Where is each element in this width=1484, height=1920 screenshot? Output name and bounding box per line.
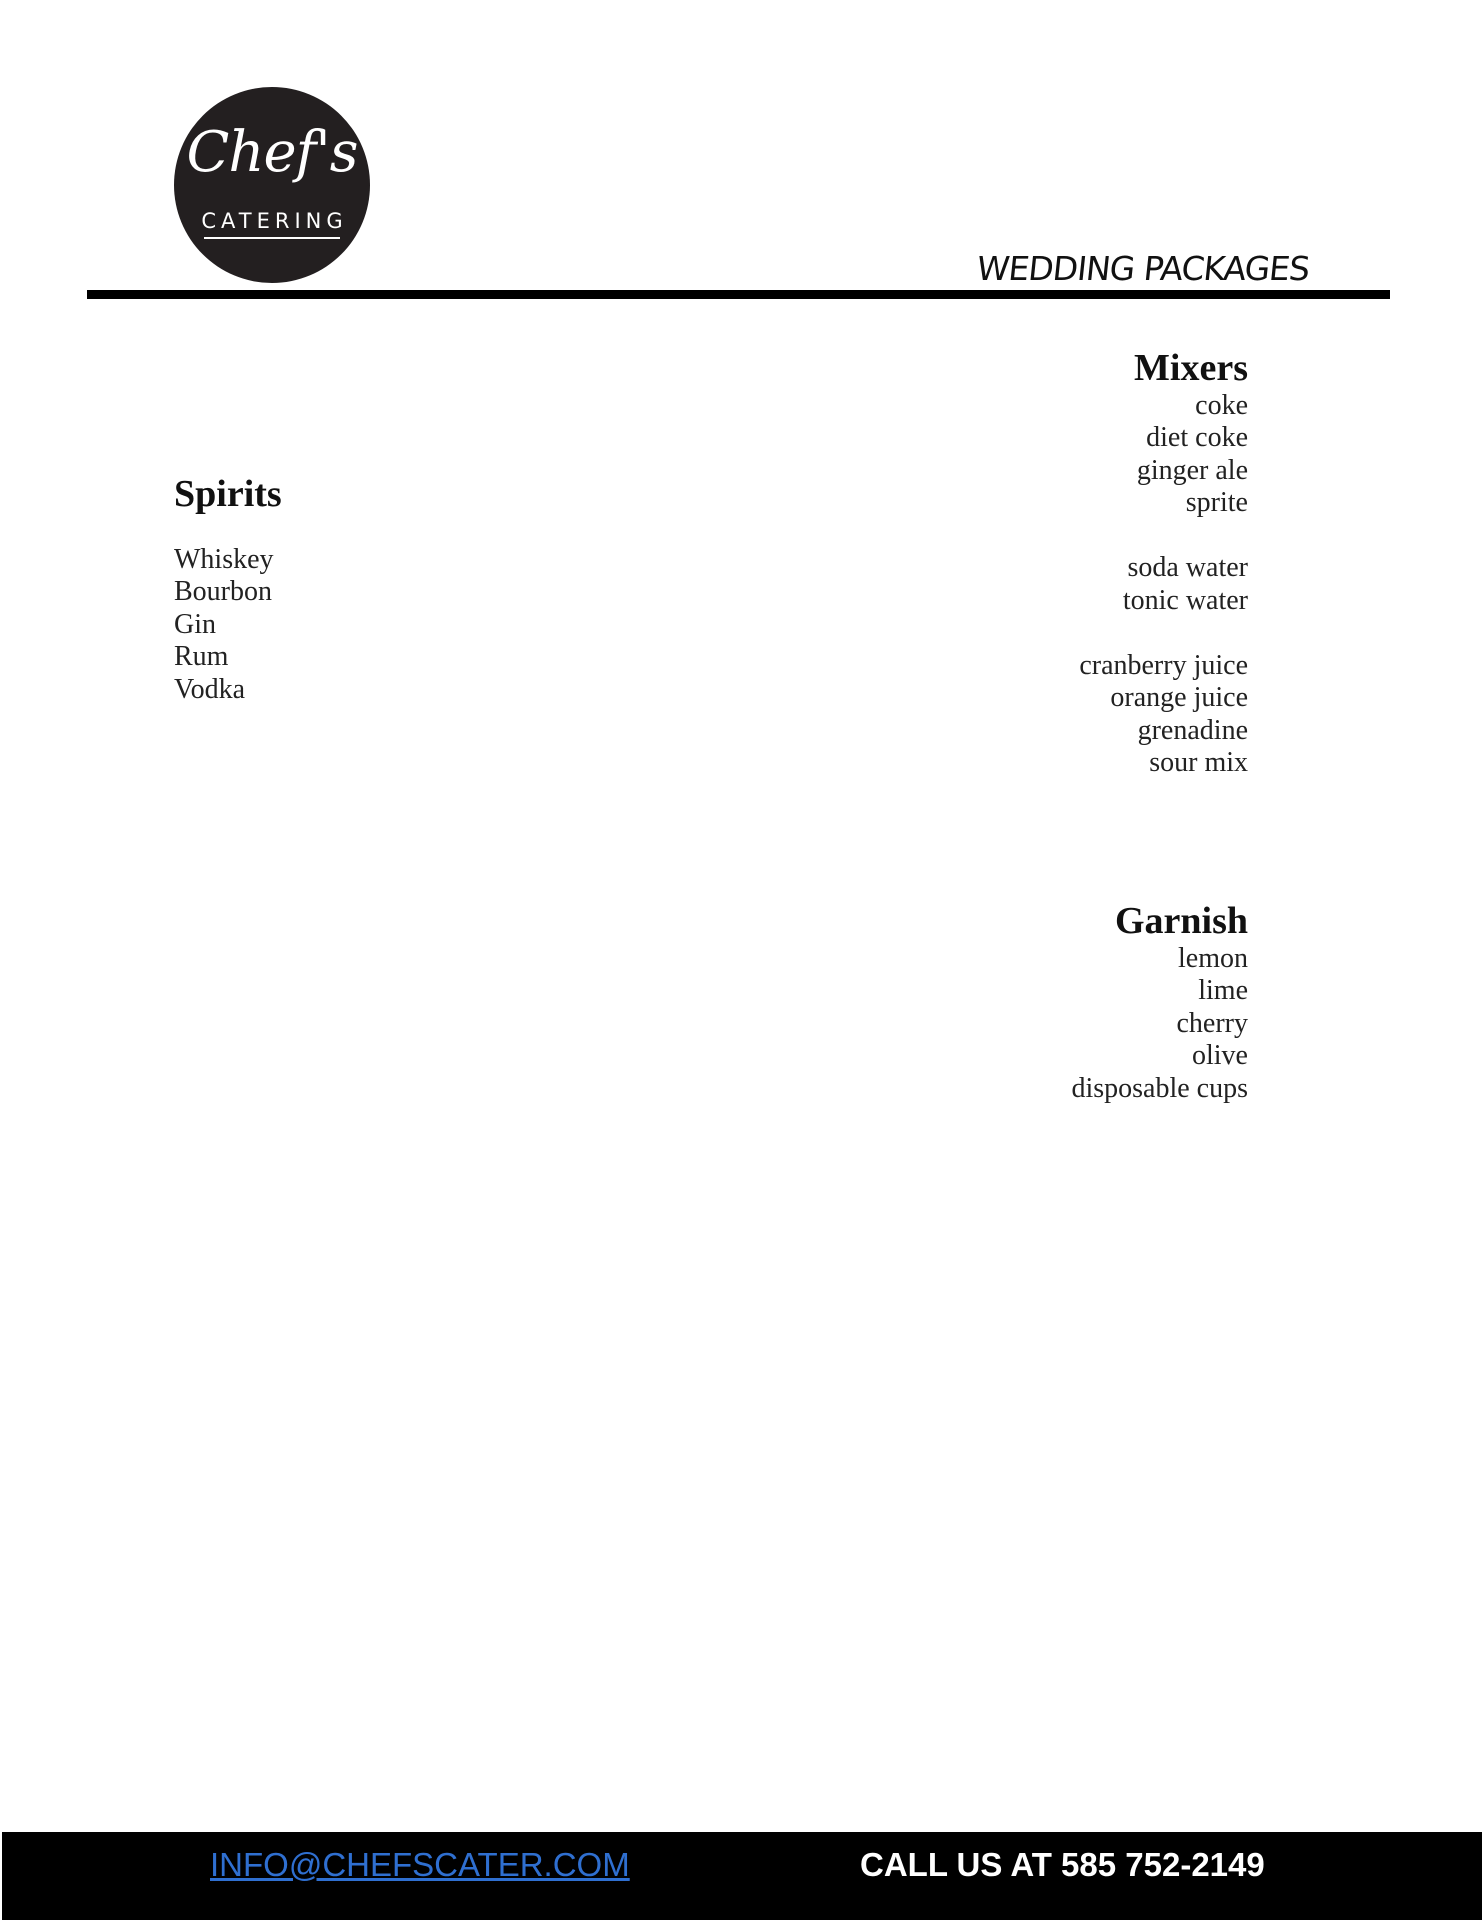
page-title: WEDDING PACKAGES <box>974 249 1312 288</box>
chefs-catering-logo <box>174 87 370 283</box>
logo-underline <box>204 237 340 239</box>
phone-text: CALL US AT 585 752-2149 <box>860 1846 1265 1883</box>
list-item: orange juice <box>1110 682 1248 714</box>
mixers-heading: Mixers <box>1134 347 1248 389</box>
list-item: cherry <box>1176 1007 1248 1039</box>
list-item: soda water <box>1127 552 1248 584</box>
list-item: sprite <box>1185 487 1248 519</box>
list-item: lemon <box>1178 942 1248 974</box>
list-item: tonic water <box>1122 584 1248 616</box>
list-item: cranberry juice <box>1079 649 1248 681</box>
spirits-list <box>174 544 282 707</box>
list-item: lime <box>1198 975 1248 1007</box>
footer-bar <box>2 1832 1482 1920</box>
mixers-list <box>1079 390 1248 780</box>
garnish-list <box>1071 943 1248 1106</box>
garnish-section <box>1071 901 1248 1105</box>
spirits-section <box>174 474 282 706</box>
email-link[interactable]: INFO@CHEFSCATER.COM <box>210 1846 630 1883</box>
logo-sub-text: CATERING <box>201 209 348 233</box>
list-item: grenadine <box>1137 714 1248 746</box>
list-item: coke <box>1195 389 1248 421</box>
list-item: disposable cups <box>1071 1072 1248 1104</box>
list-item: Gin <box>174 608 216 640</box>
garnish-heading: Garnish <box>1114 900 1248 942</box>
list-item: diet coke <box>1146 422 1248 454</box>
mixers-section <box>1079 348 1248 780</box>
header-divider <box>87 290 1390 299</box>
list-item: ginger ale <box>1136 454 1248 486</box>
list-item: Whiskey <box>174 543 274 575</box>
logo-script-text: Chef's <box>186 120 358 185</box>
list-item: olive <box>1192 1040 1248 1072</box>
list-item: Vodka <box>174 673 246 705</box>
list-item: Bourbon <box>174 576 272 608</box>
list-item: sour mix <box>1149 747 1248 779</box>
list-item: Rum <box>174 641 229 673</box>
spirits-heading: Spirits <box>174 473 282 515</box>
